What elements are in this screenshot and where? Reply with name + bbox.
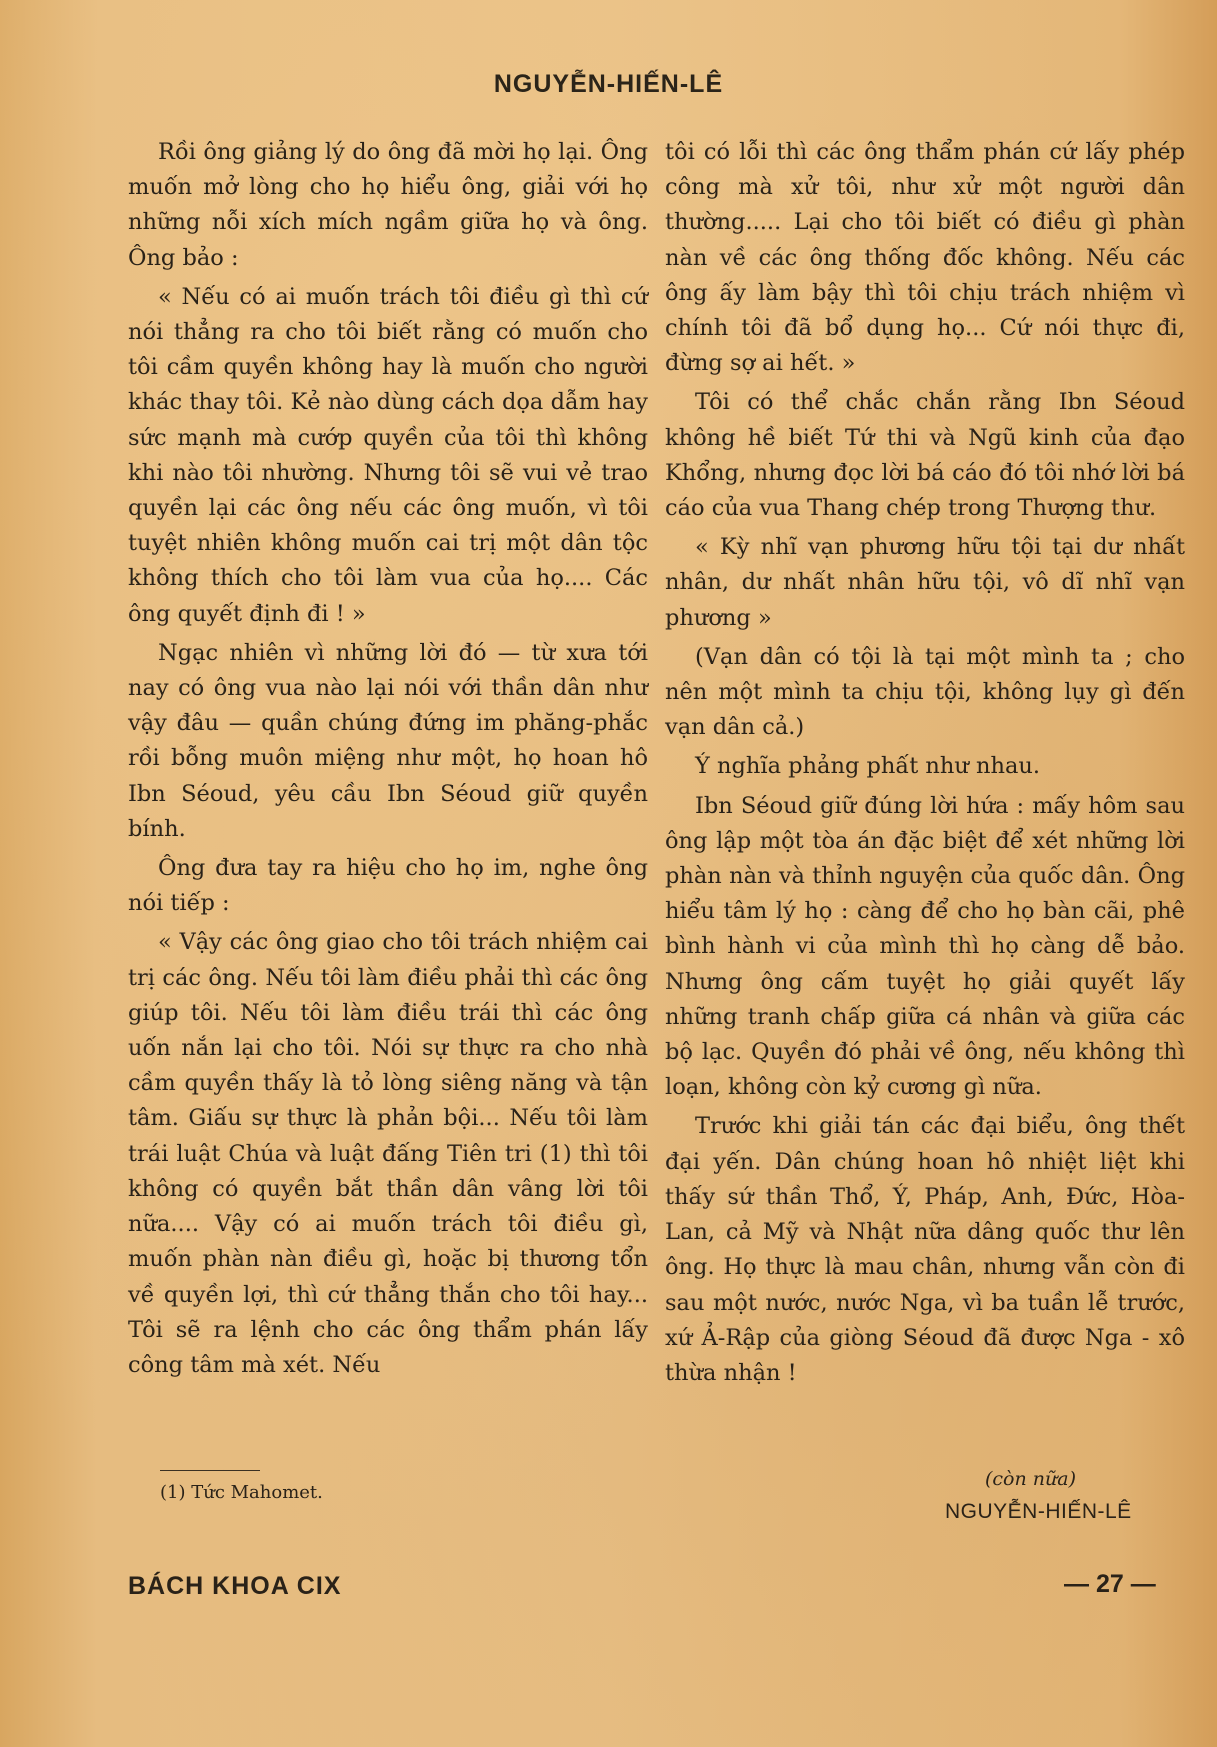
magazine-issue: BÁCH KHOA CIX xyxy=(128,1572,342,1600)
translation-paragraph: (Vạn dân có tội là tại một mình ta ; cho nên một mình ta chịu tội, không lụy gì đến vạn dân cả.) xyxy=(665,643,1185,741)
page-number: — 27 — xyxy=(1064,1570,1156,1598)
quote-paragraph: « Kỳ nhĩ vạn phương hữu tội tại dư nhất nhân, dư nhất nhân hữu tội, vô dĩ nhĩ vạn phương » xyxy=(665,534,1185,631)
author-signature: NGUYỄN-HIẾN-LÊ xyxy=(945,1500,1132,1523)
left-column xyxy=(128,135,648,1387)
running-header: NGUYỄN-HIẾN-LÊ xyxy=(493,70,724,98)
paragraph: Ibn Séoud giữ đúng lời hứa : mấy hôm sau ông lập một tòa án đặc biệt để xét những lời phàn nàn và thỉnh nguyện của quốc dân. Ông hiểu tâm lý họ : càng để cho họ bàn cãi, phê bình hành vi của mình thì họ càng dễ bảo. Nhưng ông cấm tuyệt họ giải quyết lấy những tranh chấp giữa cá nhân và giữa các bộ lạc. Quyền đó phải về ông, nếu không thì loạn, không còn kỷ cương gì nữa. xyxy=(665,792,1185,1101)
footnote-divider xyxy=(160,1470,260,1471)
quote-paragraph: « Nếu có ai muốn trách tôi điều gì thì cứ nói thẳng ra cho tôi biết rằng có muốn cho tôi cầm quyền không hay là muốn cho người khác thay tôi. Kẻ nào dùng cách dọa dẫm hay sức mạnh mà cướp quyền của tôi thì không khi nào tôi nhường. Nhưng tôi sẽ vui vẻ trao quyền lại các ông nếu các ông muốn, vì tôi tuyệt nhiên không muốn cai trị một dân tộc không thích cho tôi làm vua của họ.... Các ông quyết định đi ! » xyxy=(128,283,648,627)
footnote: (1) Tức Mahomet. xyxy=(160,1482,323,1503)
continued-note: (còn nữa) xyxy=(985,1468,1076,1490)
quote-paragraph: « Vậy các ông giao cho tôi trách nhiệm cai trị các ông. Nếu tôi làm điều phải thì các ông giúp tôi. Nếu tôi làm điều trái thì các ông uốn nắn lại cho tôi. Nói sự thực ra cho nhà cầm quyền thấy là tỏ lòng siêng năng và tận tâm. Giấu sự thực là phản bội... Nếu tôi làm trái luật Chúa và luật đấng Tiên tri (1) thì tôi không có quyền bắt thần dân vâng lời tôi nữa.... Vậy có ai muốn trách tôi điều gì, muốn phàn nàn điều gì, hoặc bị thương tổn về quyền lợi, thì cứ thẳng thắn cho tôi hay... Tôi sẽ ra lệnh cho các ông thẩm phán lấy công tâm mà xét. Nếu xyxy=(128,929,648,1378)
right-column xyxy=(665,135,1185,1395)
paragraph: Ông đưa tay ra hiệu cho họ im, nghe ông nói tiếp : xyxy=(128,855,648,917)
paragraph: Rồi ông giảng lý do ông đã mời họ lại. Ông muốn mở lòng cho họ hiểu ông, giải với họ những nỗi xích mích ngầm giữa họ và ông. Ông bảo : xyxy=(128,139,648,271)
paragraph: Trước khi giải tán các đại biểu, ông thết đại yến. Dân chúng hoan hô nhiệt liệt khi thấy sứ thần Thổ, Ý, Pháp, Anh, Đức, Hòa-Lan, cả Mỹ và Nhật nữa dâng quốc thư lên ông. Họ thực là mau chân, nhưng vẫn còn đi sau một nước, nước Nga, vì ba tuần lễ trước, xứ Ả-Rập của giòng Séoud đã được Nga - xô thừa nhận ! xyxy=(665,1113,1185,1386)
paragraph: Ngạc nhiên vì những lời đó — từ xưa tới nay có ông vua nào lại nói với thần dân như vậy đâu — quần chúng đứng im phăng-phắc rồi bỗng muôn miệng như một, họ hoan hô Ibn Séoud, yêu cầu Ibn Séoud giữ quyền bính. xyxy=(128,639,648,842)
paragraph: tôi có lỗi thì các ông thẩm phán cứ lấy phép công mà xử tôi, như xử một người dân thường..... Lại cho tôi biết có điều gì phàn nàn về các ông thống đốc không. Nếu các ông ấy làm bậy thì tôi chịu trách nhiệm vì chính tôi đã bổ dụng họ... Cứ nói thực đi, đừng sợ ai hết. » xyxy=(665,139,1185,377)
paragraph: Ý nghĩa phảng phất như nhau. xyxy=(695,753,1041,780)
paragraph: Tôi có thể chắc chắn rằng Ibn Séoud không hề biết Tứ thi và Ngũ kinh của đạo Khổng, nhưng đọc lời bá cáo đó tôi nhớ lời bá cáo của vua Thang chép trong Thượng thư. xyxy=(665,389,1185,522)
